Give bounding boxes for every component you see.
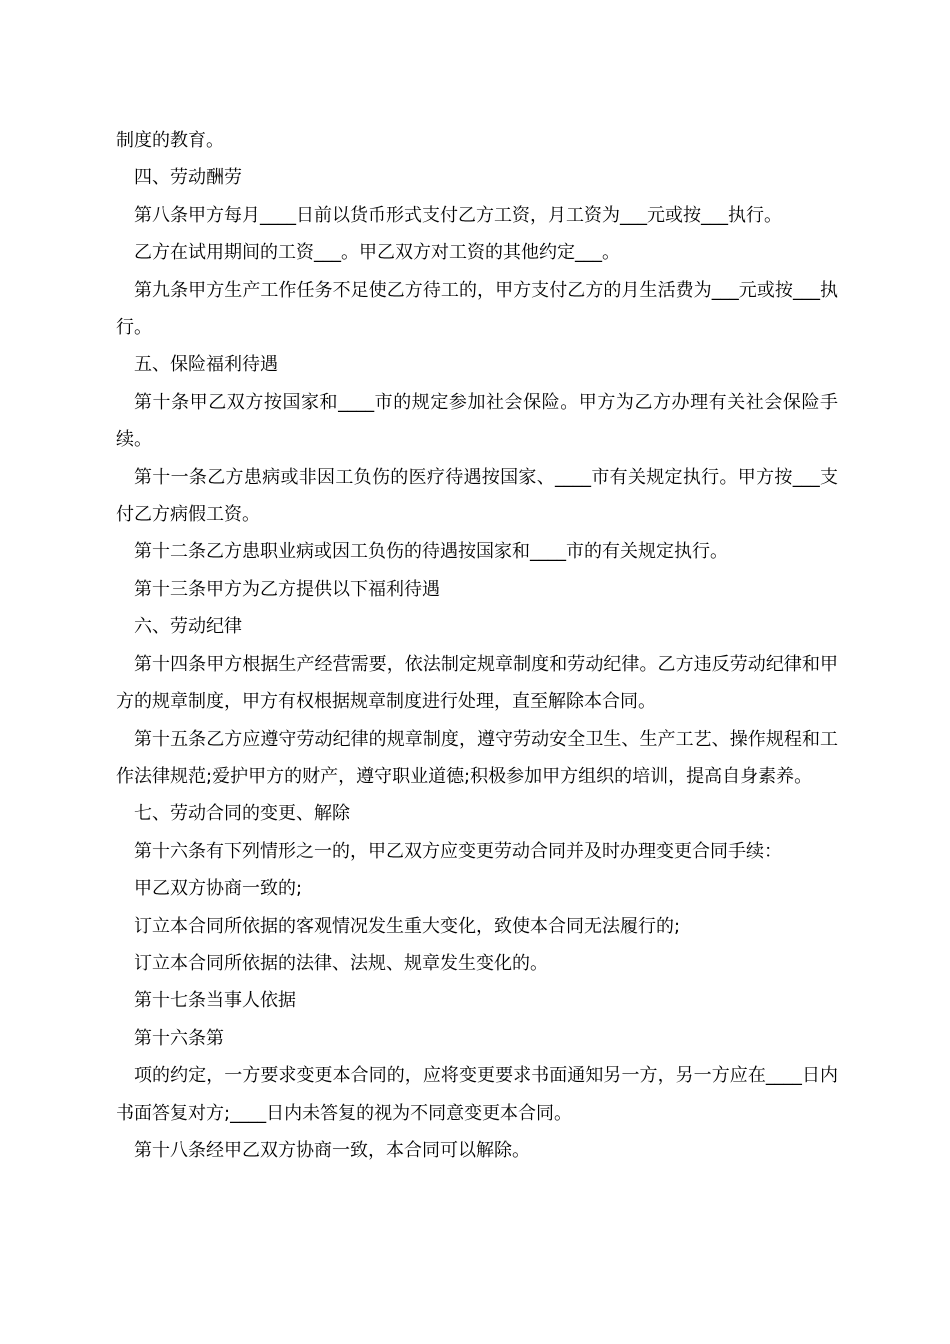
article-16-item-3: 订立本合同所依据的法律、法规、规章发生变化的。 xyxy=(134,952,548,974)
article-16-item-1: 甲乙双方协商一致的; xyxy=(134,878,303,900)
article-17: 第十七条当事人依据 xyxy=(134,990,296,1012)
paragraph-continuation: 制度的教育。 xyxy=(116,130,224,151)
article-17-detail: 项的约定，一方要求变更本合同的，应将变更要求书面通知另一方，另一方应在____日内书面答复对方;____日内未答复的视为不同意变更本合同。 xyxy=(116,1065,838,1124)
article-12: 第十二条乙方患职业病或因工负伤的待遇按国家和____市的有关规定执行。 xyxy=(134,541,728,563)
article-11: 第十一条乙方患病或非因工负伤的医疗待遇按国家、____市有关规定执行。甲方按___支付乙方病假工资。 xyxy=(116,466,838,526)
section-heading-7: 七、劳动合同的变更、解除 xyxy=(134,803,350,825)
document-body xyxy=(116,122,838,1169)
article-8: 第八条甲方每月____日前以货币形式支付乙方工资，月工资为___元或按___执行。 xyxy=(134,204,782,226)
section-heading-6: 六、劳动纪律 xyxy=(134,616,242,638)
article-14: 第十四条甲方根据生产经营需要，依法制定规章制度和劳动纪律。乙方违反劳动纪律和甲方的规章制度，甲方有权根据规章制度进行处理，直至解除本合同。 xyxy=(116,653,838,713)
article-16: 第十六条有下列情形之一的，甲乙双方应变更劳动合同并及时办理变更合同手续： xyxy=(134,840,782,862)
article-9: 第九条甲方生产工作任务不足使乙方待工的，甲方支付乙方的月生活费为___元或按___执行。 xyxy=(116,279,838,339)
article-18: 第十八条经甲乙双方协商一致，本合同可以解除。 xyxy=(134,1139,530,1161)
section-heading-5: 五、保险福利待遇 xyxy=(134,354,278,376)
article-15: 第十五条乙方应遵守劳动纪律的规章制度，遵守劳动安全卫生、生产工艺、操作规程和工作法律规范;爱护甲方的财产，遵守职业道德;积极参加甲方组织的培训，提高自身素养。 xyxy=(116,728,838,787)
article-13: 第十三条甲方为乙方提供以下福利待遇 xyxy=(134,578,440,600)
article-10: 第十条甲乙双方按国家和____市的规定参加社会保险。甲方为乙方办理有关社会保险手续。 xyxy=(116,391,838,451)
article-16-item-2: 订立本合同所依据的客观情况发生重大变化，致使本合同无法履行的; xyxy=(134,915,681,937)
article-17-ref: 第十六条第 xyxy=(134,1027,224,1049)
section-heading-4: 四、劳动酬劳 xyxy=(134,167,242,189)
article-8-probation: 乙方在试用期间的工资___。甲乙双方对工资的其他约定___。 xyxy=(134,242,620,264)
